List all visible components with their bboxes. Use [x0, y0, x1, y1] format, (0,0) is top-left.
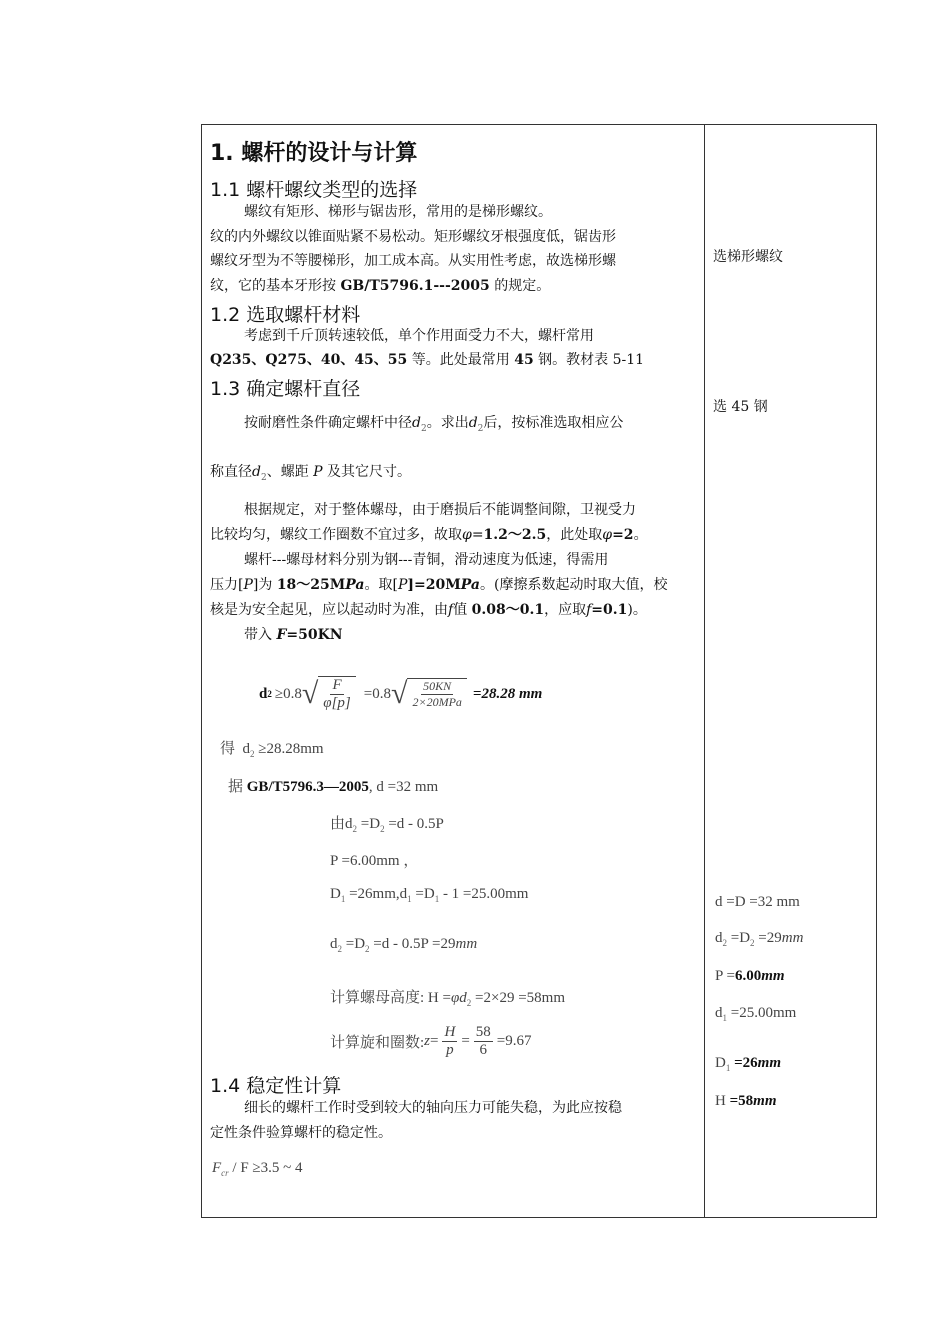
subsection-title-1-1: 1.1 螺杆螺纹类型的选择	[210, 179, 418, 201]
sqrt-expression: √ $\frac{F}{\varphi[p]}$	[302, 676, 356, 712]
formula-nut-height: 计算螺母高度: $H =\varphi d_2 =2\times 29 =58mm$	[330, 990, 565, 1008]
note-d2: $d_2 =D_2 =29mm$	[715, 930, 804, 948]
note-d1: $d_1 =25.00mm$	[715, 1005, 797, 1023]
paragraph-line: 带入 F=50KN	[244, 627, 343, 643]
formula-line: $D_1 =26mm,d_1 =D_1 - 1 =25.00mm$	[330, 886, 529, 904]
note-diameter: d =D =32 mm	[715, 894, 800, 910]
formula-line: $d_2 =D_2 =d - 0.5P =29mm$	[330, 936, 478, 954]
formula-d2: d 2 ≥0.8 √ $\frac{F}{\varphi[p]}$ =0.8 √ $\frac{50KN}{\text{2×20MPa}}$ =28.28 mm	[259, 677, 543, 711]
subsection-title-1-3: 1.3 确定螺杆直径	[210, 378, 361, 400]
paragraph-line: 定性条件验算螺杆的稳定性。	[210, 1125, 392, 1141]
formula-stability: $F_{cr} / F \ge 3.5$ ~ 4	[212, 1160, 303, 1178]
formula-line: 由$d_2 =D_2 =d - 0.5P$	[330, 816, 444, 834]
paragraph-line: 纹的内外螺纹以锥面贴紧不易松动。矩形螺纹牙根强度低，锯齿形	[210, 229, 616, 245]
paragraph-line: 称直径$d_2$、螺距 P 及其它尺寸。	[210, 464, 412, 483]
note-D1: $D_1 =26mm$	[715, 1055, 781, 1073]
note-pitch: P =6.00mm	[715, 968, 785, 984]
paragraph-line: 比较均匀，螺纹工作圈数不宜过多，故取φ=1.2～2.5，此处取φ=2。	[210, 527, 648, 543]
paragraph-line: 螺纹有矩形、梯形与锯齿形，常用的是梯形螺纹。	[244, 204, 552, 220]
subsection-title-1-2: 1.2 选取螺杆材料	[210, 304, 361, 326]
formula-result: 得 $d_2 \ge 28.28mm$	[220, 741, 324, 759]
formula-standard: 据 GB/T5796.3—2005, d =32 mm	[228, 779, 439, 795]
note-thread-type: 选梯形螺纹	[713, 249, 783, 265]
formula-turns: 计算旋和圈数: z = $\frac{H}{p}$ = $\frac{58}{6}$ =9.67	[330, 1024, 532, 1058]
section-title: 1. 螺杆的设计与计算	[210, 141, 418, 166]
paragraph-line: 螺纹牙型为不等腰梯形，加工成本高。从实用性考虑，故选梯形螺	[210, 253, 616, 269]
paragraph-line: 细长的螺杆工作时受到较大的轴向压力可能失稳，为此应按稳	[244, 1100, 622, 1116]
paragraph-line: 压力[P]为 18～25MPa。取[P]=20MPa。(摩擦系数起动时取大值，校	[210, 577, 668, 593]
sqrt-expression: √ $\frac{50KN}{\text{2×20MPa}}$	[391, 678, 467, 710]
note-H: H =58mm	[715, 1093, 777, 1109]
paragraph-line: 核是为安全起见，应以起动时为准，由f值 0.08～0.1，应取f=0.1)。	[210, 602, 647, 618]
paragraph-line: 螺杆---螺母材料分别为钢---青铜，滑动速度为低速，得需用	[244, 552, 609, 568]
subsection-title-1-4: 1.4 稳定性计算	[210, 1075, 342, 1097]
column-divider	[704, 125, 705, 1217]
paragraph-line: 根据规定，对于整体螺母，由于磨损后不能调整间隙，卫视受力	[244, 502, 636, 518]
note-material: 选 45 钢	[713, 399, 768, 415]
paragraph-line: Q235、Q275、40、45、55 等。此处最常用 45 钢。教材表 5-11	[210, 352, 645, 368]
paragraph-line: 按耐磨性条件确定螺杆中径$d_2$。求出$d_2$后，按标准选取相应公	[244, 415, 624, 434]
formula-line: P =6.00mm ，	[330, 853, 419, 869]
paragraph-line: 考虑到千斤顶转速较低，单个作用面受力不大，螺杆常用	[244, 328, 594, 344]
paragraph-line: 纹，它的基本牙形按 GB/T5796.1---2005 的规定。	[210, 278, 551, 294]
